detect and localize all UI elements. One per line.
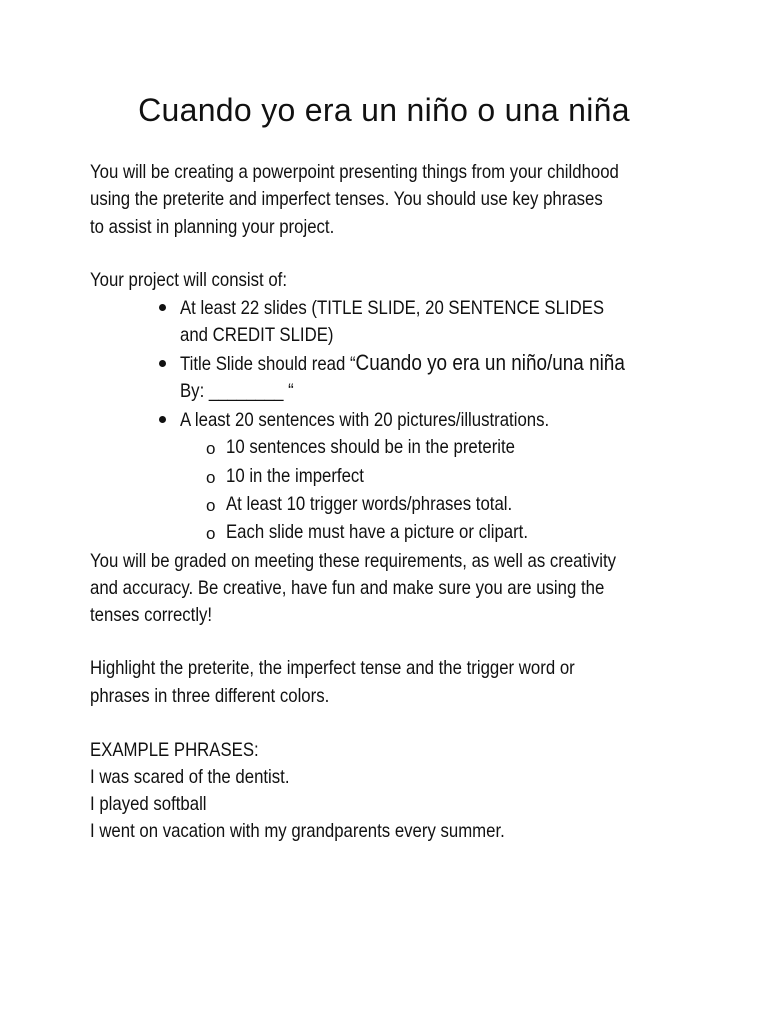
- highlight-line: phrases in three different colors.: [90, 685, 330, 707]
- bullet-text: Title Slide should read “: [180, 353, 356, 375]
- highlight-line: Highlight the preterite, the imperfect tense and the trigger word or: [90, 657, 575, 679]
- consist-label: Your project will consist of:: [90, 269, 287, 291]
- example-phrase: I was scared of the dentist.: [90, 766, 290, 788]
- example-phrase: I went on vacation with my grandparents every summer.: [90, 820, 505, 842]
- bullet-icon: [159, 360, 166, 367]
- sub-bullet-item: At least 10 trigger words/phrases total.: [226, 493, 513, 515]
- bullet-icon: [159, 416, 166, 423]
- sub-bullet-icon: o: [206, 496, 216, 515]
- intro-line: You will be creating a powerpoint presenting things from your childhood: [90, 161, 619, 183]
- grading-line: and accuracy. Be creative, have fun and make sure you are using the: [90, 577, 605, 599]
- examples-heading: EXAMPLE PHRASES:: [90, 739, 259, 761]
- bullet-item: A least 20 sentences with 20 pictures/illustrations.: [180, 409, 550, 431]
- grading-line: tenses correctly!: [90, 604, 213, 626]
- intro-line: to assist in planning your project.: [90, 216, 335, 238]
- sub-bullet-icon: o: [206, 439, 216, 458]
- sub-bullet-item: 10 in the imperfect: [226, 465, 364, 487]
- bullet-item-cont: By: ________ “: [180, 380, 294, 402]
- document-title: Cuando yo era un niño o una niña: [138, 92, 630, 128]
- intro-line: using the preterite and imperfect tenses. You should use key phrases: [90, 188, 603, 210]
- sub-bullet-item: 10 sentences should be in the preterite: [226, 436, 516, 458]
- bullet-item-cont: and CREDIT SLIDE): [180, 324, 334, 346]
- example-phrase: I played softball: [90, 793, 207, 815]
- sub-bullet-item: Each slide must have a picture or clipart.: [226, 521, 529, 543]
- sub-bullet-icon: o: [206, 468, 216, 487]
- bullet-icon: [159, 304, 166, 311]
- bullet-item: At least 22 slides (TITLE SLIDE, 20 SENTENCE SLIDES: [180, 297, 605, 319]
- sub-bullet-icon: o: [206, 524, 216, 543]
- grading-line: You will be graded on meeting these requirements, as well as creativity: [90, 550, 617, 572]
- slide-title-text: Cuando yo era un niño/una niña: [355, 350, 625, 375]
- bullet-item: [180, 352, 625, 375]
